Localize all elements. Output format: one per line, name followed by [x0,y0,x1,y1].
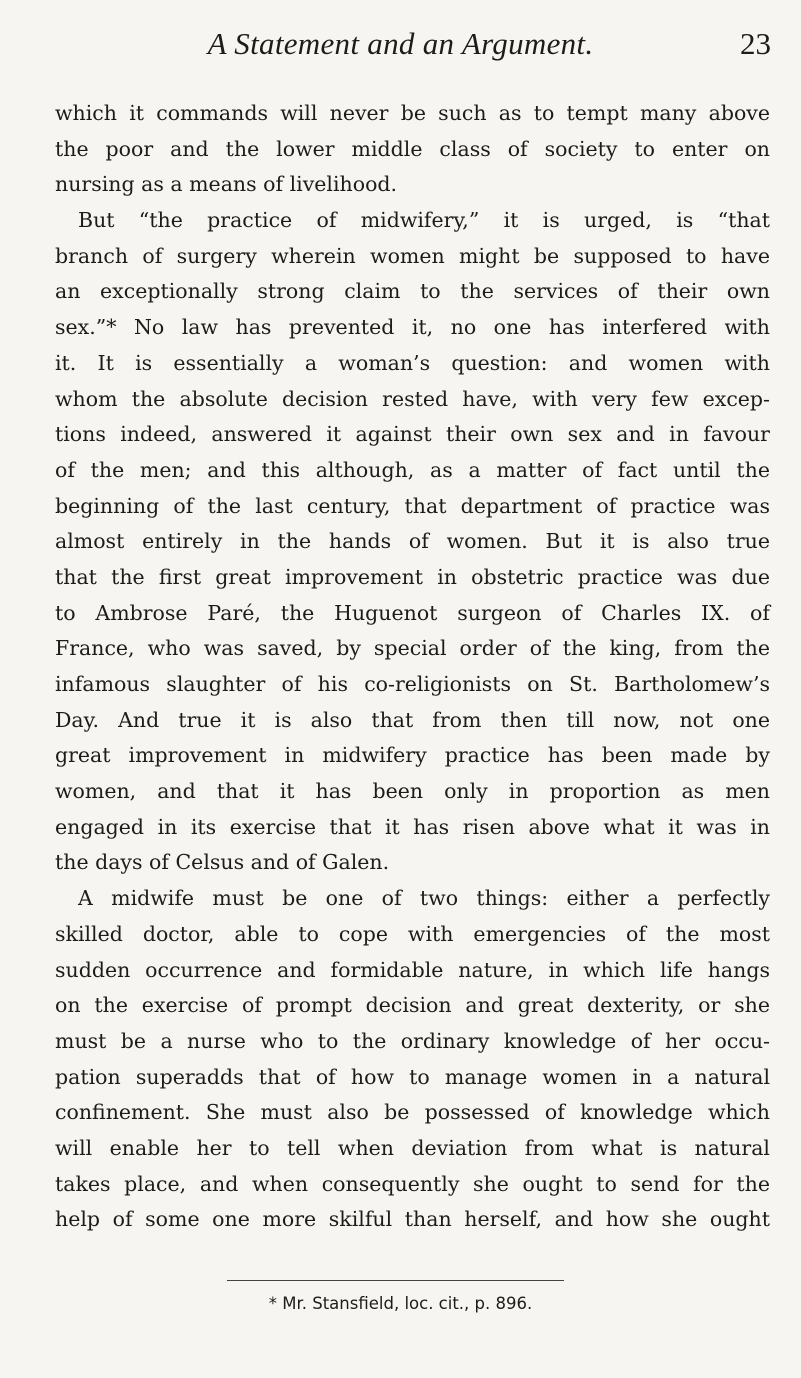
text-line: skilled doctor, able to cope with emergencies of the most [55,921,770,946]
text-line: help of some one more skilful than herself, and how she ought [55,1207,770,1232]
text-line: engaged in its exercise that it has risen above what it was in [55,814,770,839]
text-line: beginning of the last century, that department of practice was [55,493,770,518]
text-line: great improvement in midwifery practice has been made by [55,743,770,768]
text-line: whom the absolute decision rested have, with very few excep- [55,386,770,411]
text-line: on the exercise of prompt decision and great dexterity, or she [55,993,770,1018]
text-line: sex.”* No law has prevented it, no one has interfered with [55,315,770,340]
text-line: it. It is essentially a woman’s question: and women with [55,350,770,375]
text-line: must be a nurse who to the ordinary knowledge of her occu- [55,1028,770,1053]
text-line: tions indeed, answered it against their own sex and in favour [55,422,770,447]
text-line: pation superadds that of how to manage women in a natural [55,1064,770,1089]
text-line: to Ambrose Paré, the Huguenot surgeon of Charles IX. of [55,600,770,625]
text-line: sudden occurrence and formidable nature, in which life hangs [55,957,770,982]
text-line: confinement. She must also be possessed of knowledge which [55,1100,770,1125]
text-line: an exceptionally strong claim to the services of their own [55,279,770,304]
text-line: the days of Celsus and of Galen. [55,850,390,875]
text-line: will enable her to tell when deviation from what is natural [55,1135,770,1160]
text-line: nursing as a means of livelihood. [55,172,398,197]
text-line: Day. And true it is also that from then till now, not one [55,707,770,732]
text-line: women, and that it has been only in proportion as men [55,779,770,804]
text-line: of the men; and this although, as a matter of fact until the [55,457,770,482]
text-line: infamous slaughter of his co-religionists on St. Bartholomew’s [55,672,770,696]
text-line: France, who was saved, by special order of the king, from the [55,636,770,661]
body-text [55,96,770,1238]
text-line: But “the practice of midwifery,” it is urged, is “that [78,208,770,233]
text-line: branch of surgery wherein women might be supposed to have [55,243,770,268]
running-title: A Statement and an Argument. [207,26,594,61]
text-line: almost entirely in the hands of women. But it is also true [55,529,770,554]
text-line: A midwife must be one of two things: either a perfectly [78,886,770,911]
footnote-divider [227,1280,564,1281]
text-line: the poor and the lower middle class of society to enter on [55,136,770,161]
page-number: 23 [740,26,771,61]
footnote: * Mr. Stansfield, loc. cit., p. 896. [268,1294,533,1313]
text-line: which it commands will never be such as to tempt many above [55,101,770,125]
text-line: takes place, and when consequently she ought to send for the [55,1171,770,1196]
page-header [0,12,801,72]
text-line: that the first great improvement in obstetric practice was due [55,564,770,589]
